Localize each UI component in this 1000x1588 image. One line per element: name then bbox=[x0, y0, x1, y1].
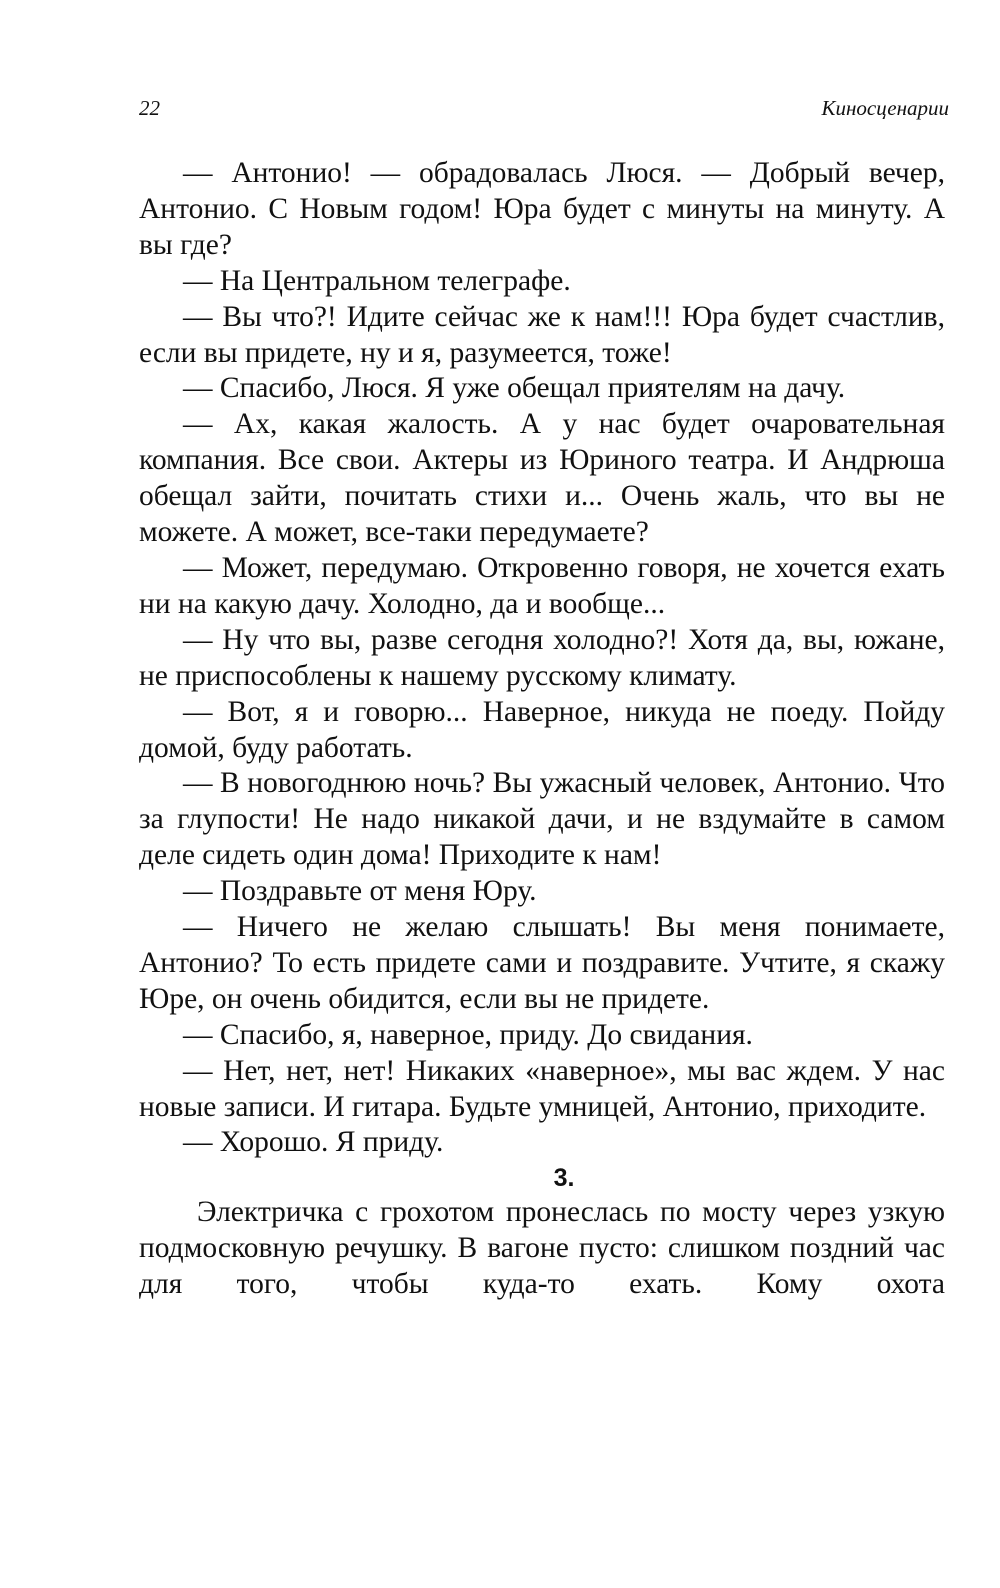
dialogue-line: — Вот, я и говорю... Наверное, никуда не поеду. Пойду домой, буду работать. bbox=[139, 695, 945, 764]
dialogue-line: — Хорошо. Я приду. bbox=[183, 1126, 444, 1159]
dialogue-line: — Ничего не желаю слышать! Вы меня понимаете, Антонио? То есть придете сами и поздравите. Учтите, я скажу Юре, он очень обидится, если вы не придете. bbox=[139, 911, 945, 1015]
dialogue-line: — Ах, какая жалость. А у нас будет очаровательная компания. Все свои. Актеры из Юриного театра. И Андрюша обещал зайти, почитать стихи и... Очень жаль, что вы не можете. А может, все-таки передумаете? bbox=[139, 408, 945, 549]
dialogue-line: — Может, передумаю. Откровенно говоря, не хочется ехать ни на какую дачу. Холодно, да и вообще... bbox=[139, 551, 945, 620]
dialogue-line: — Спасибо, я, наверное, приду. До свидания. bbox=[183, 1018, 753, 1051]
page-header bbox=[139, 96, 949, 126]
dialogue-line: — Нет, нет, нет! Никаких «наверное», мы вас ждем. У нас новые записи. И гитара. Будьте умницей, Антонио, приходите. bbox=[139, 1054, 945, 1123]
dialogue-line: — Спасибо, Люся. Я уже обещал приятелям на дачу. bbox=[183, 372, 846, 405]
narrative-paragraph: Электричка с грохотом пронеслась по мосту через узкую подмосковную речушку. В вагоне пусто: слишком поздний час для того, чтобы куда-то ехать. Кому охота bbox=[139, 1196, 945, 1301]
dialogue-line: — Поздравьте от меня Юру. bbox=[183, 875, 537, 908]
dialogue-line: — На Центральном телеграфе. bbox=[183, 264, 571, 297]
dialogue-line: — Вы что?! Идите сейчас же к нам!!! Юра будет счастлив, если вы придете, ну и я, разумеется, тоже! bbox=[139, 300, 945, 369]
page-body bbox=[139, 156, 945, 1303]
dialogue-line: — В новогоднюю ночь? Вы ужасный человек, Антонио. Что за глупости! Не надо никакой дачи, и не вздумайте в самом деле сидеть один дома! Приходите к нам! bbox=[139, 767, 945, 872]
dialogue-line: — Ну что вы, разве сегодня холодно?! Хотя да, вы, южане, не приспособлены к нашему русскому климату. bbox=[139, 623, 945, 692]
page-number: 22 bbox=[139, 96, 160, 120]
running-title: Киносценарии bbox=[821, 96, 949, 120]
section-heading: 3. bbox=[553, 1164, 575, 1193]
dialogue-line: — Антонио! — обрадовалась Люся. — Добрый вечер, Антонио. С Новым годом! Юра будет с минуты на минуту. А вы где? bbox=[139, 157, 945, 261]
